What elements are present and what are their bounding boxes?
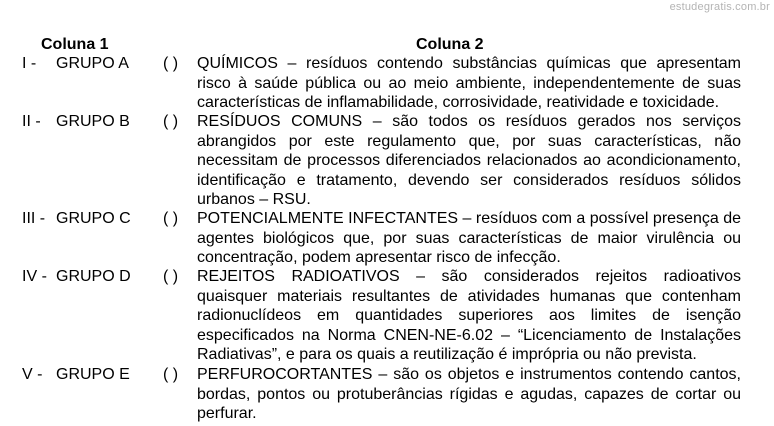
description: RESÍDUOS COMUNS – são todos os resíduos gerados nos serviços abrangidos por este regulamento que, por suas características, não necessitam de processos diferenciados relacionados ao acondicionamento, identificação e tratamento, devendo ser considerados resíduos sólidos urbanos – RSU. — [197, 113, 741, 208]
answer-blank[interactable]: ( ) — [163, 55, 179, 72]
roman-numeral: II - — [22, 113, 41, 130]
roman-numeral: I - — [22, 55, 37, 72]
group-label: GRUPO B — [56, 113, 130, 130]
roman-numeral: IV - — [22, 268, 47, 285]
description: REJEITOS RADIOATIVOS – são considerados rejeitos radioativos quaisquer materiais resultantes de atividades humanas que contenham radionuclídeos em quantidades superiores aos limites de isenção especificados na Norma CNEN-NE-6.02 – “Licenciamento de Instalações Radiativas”, e para os quais a reutilização é imprópria ou não prevista. — [197, 268, 741, 363]
watermark: estudegratis.com.br — [669, 1, 770, 13]
answer-blank[interactable]: ( ) — [163, 113, 179, 130]
answer-blank[interactable]: ( ) — [163, 268, 179, 285]
description: PERFUROCORTANTES – são os objetos e instrumentos contendo cantos, bordas, pontos ou protuberâncias rígidas e agudas, capazes de cortar ou perfurar. — [197, 366, 741, 422]
roman-numeral: V - — [22, 366, 43, 383]
roman-numeral: III - — [22, 210, 46, 227]
column-2-header: Coluna 2 — [416, 36, 484, 53]
answer-blank[interactable]: ( ) — [163, 366, 179, 383]
description: QUÍMICOS – resíduos contendo substâncias químicas que apresentam risco à saúde pública ou ao meio ambiente, independentemente de suas características de inflamabilidade, corrosividade, reatividade e toxicidade. — [197, 55, 741, 111]
description: POTENCIALMENTE INFECTANTES – resíduos com a possível presença de agentes biológicos que, por suas características de maior virulência ou concentração, podem apresentar risco de infecção. — [197, 210, 741, 266]
group-label: GRUPO D — [56, 268, 131, 285]
group-label: GRUPO A — [56, 55, 129, 72]
column-1-header: Coluna 1 — [41, 36, 109, 53]
group-label: GRUPO E — [56, 366, 130, 383]
group-label: GRUPO C — [56, 210, 131, 227]
answer-blank[interactable]: ( ) — [163, 210, 179, 227]
